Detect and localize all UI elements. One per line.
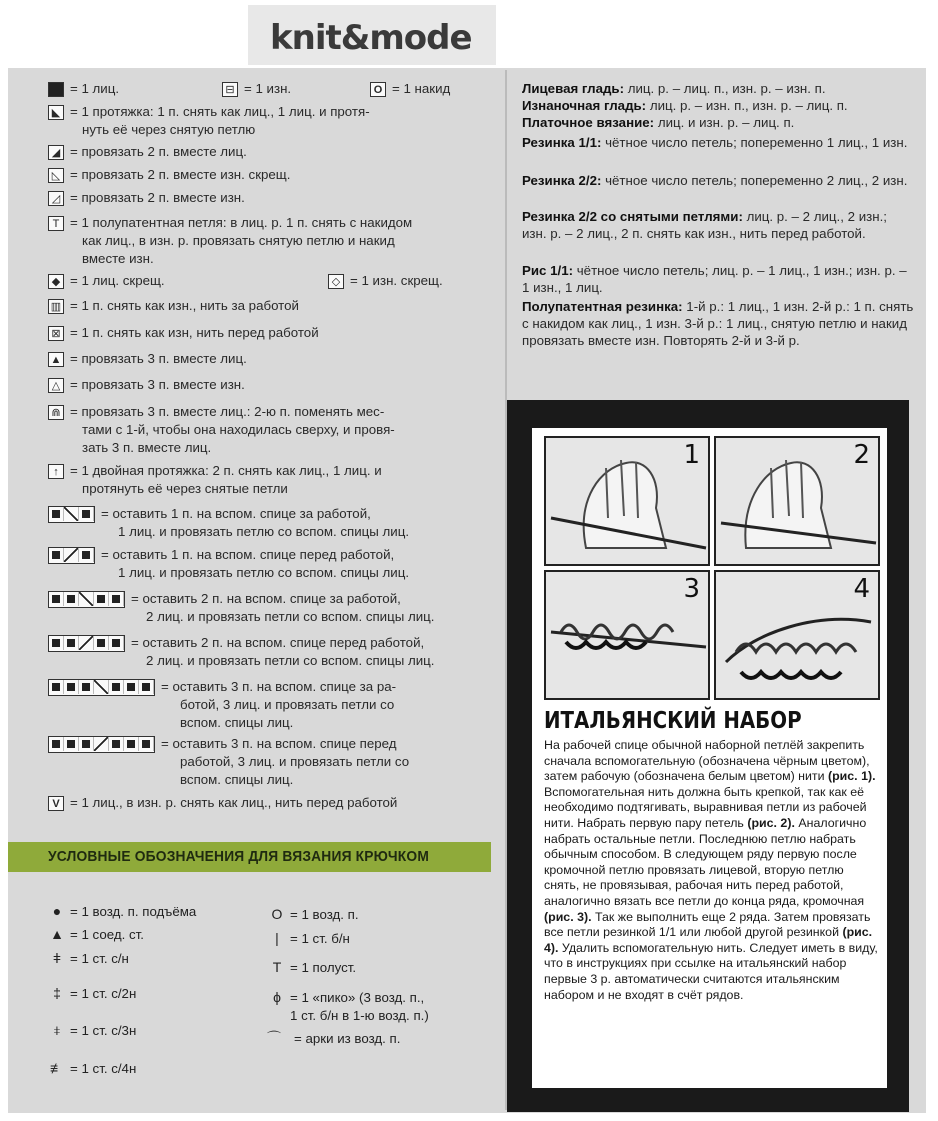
legend-item-slip-wyib: ▥ = 1 п. снять как изн., нить за работой	[48, 297, 299, 315]
crochet-item-arch: ⌒ = арки из возд. п.	[258, 1028, 400, 1048]
double-treble-icon: ⧧	[53, 1022, 61, 1038]
technique-rib-1-1: Резинка 1/1: чётное число петель; попеременно 1 лиц., 1 изн.	[522, 135, 908, 150]
crochet-item-trtr: ≢ = 1 ст. с/4н	[50, 1060, 137, 1076]
picot-icon: ϕ	[273, 989, 281, 1005]
photo-1: 1	[544, 436, 710, 566]
purl-symbol-icon: ⊟	[222, 82, 238, 97]
legend-item-double-skpo: ↑ = 1 двойная протяжка: 2 п. снять как лиц., 1 лиц. и протянуть её через снятые петли	[48, 462, 382, 498]
cable-2-back-symbol-icon	[48, 591, 125, 608]
technique-half-brioche: Полупатентная резинка: 1-й р.: 1 лиц., 1 изн. 2-й р.: 1 п. снять с накидом как лиц., 1 изн. 3-й р.: 1 лиц., снятую петлю и накид провязать вместе изн. Повторять 2-й и 3-й р.	[522, 299, 914, 348]
legend-item-purl: ⊟ = 1 изн.	[222, 80, 291, 98]
technique-rib-2-2-slipped: Резинка 2/2 со снятыми петлями: лиц. р. – 2 лиц., 2 изн.; изн. р. – 2 лиц., 2 п. снять как изн., нить перед работой.	[522, 209, 887, 241]
legend-item-k2tog: ◢ = провязать 2 п. вместе лиц.	[48, 143, 247, 161]
legend-item-p2tog: ◿ = провязать 2 п. вместе изн.	[48, 189, 245, 207]
single-crochet-icon: |	[275, 930, 279, 946]
technique-stockinette: Лицевая гладь: лиц. р. – лиц. п., изн. р. – изн. п.	[522, 81, 826, 96]
brand-logo: knit&mode	[270, 18, 472, 58]
legend-item-knit-tbl: ◆ = 1 лиц. скрещ.	[48, 272, 165, 290]
half-double-icon: T	[272, 959, 282, 975]
legend-item-k3tog-crossed: ⋒ = провязать 3 п. вместе лиц.: 2-ю п. поменять мес- тами с 1-й, чтобы она находилась сверху, и провя- зать 3 п. вместе лиц.	[48, 403, 395, 457]
crochet-title: УСЛОВНЫЕ ОБОЗНАЧЕНИЯ ДЛЯ ВЯЗАНИЯ КРЮЧКОМ	[48, 848, 430, 865]
yarn-over-symbol-icon: O	[370, 82, 386, 97]
legend-item-knit: = 1 лиц.	[48, 80, 119, 98]
slip-wyib-symbol-icon: ▥	[48, 299, 64, 314]
knit-symbol-icon	[48, 82, 64, 97]
slip-knit-symbol-icon: V	[48, 796, 64, 811]
p2tog-symbol-icon: ◿	[48, 191, 64, 206]
crochet-item-dtr: ⧧ = 1 ст. с/3н	[48, 1022, 136, 1039]
technique-garter: Платочное вязание: лиц. и изн. р. – лиц. п.	[522, 115, 795, 130]
crochet-item-chain: O = 1 возд. п.	[268, 906, 359, 922]
cable-2-front-symbol-icon	[48, 635, 125, 652]
k2tog-symbol-icon: ◢	[48, 145, 64, 160]
purl-tbl-symbol-icon: ◇	[328, 274, 344, 289]
crochet-item-picot: ϕ = 1 «пико» (3 возд. п., 1 ст. б/н в 1-ю возд. п.)	[268, 988, 429, 1025]
legend-item-yarn-over: O = 1 накид	[370, 80, 450, 98]
skpo-symbol-icon: ◣	[48, 105, 64, 120]
crochet-item-sc: | = 1 ст. б/н	[268, 930, 350, 946]
legend-item-cable-3-back: = оставить 3 п. на вспом. спице за ра- ботой, 3 лиц. и провязать петли со вспом. спицы лиц.	[48, 678, 396, 732]
legend-item-slip-wyif: ⊠ = 1 п. снять как изн, нить перед работой	[48, 324, 319, 342]
slip-wyif-symbol-icon: ⊠	[48, 326, 64, 341]
legend-item-skpo: ◣ = 1 протяжка: 1 п. снять как лиц., 1 лиц. и протя- нуть её через снятую петлю	[48, 103, 370, 139]
crochet-item-tr: ‡ = 1 ст. с/2н	[48, 985, 136, 1001]
treble-crochet-icon: ‡	[53, 985, 61, 1001]
crochet-item-hdc: T = 1 полуст.	[268, 959, 356, 975]
arch-icon: ⌒	[267, 1030, 281, 1046]
italian-body: На рабочей спице обычной наборной петлёй закрепить сначала вспомогательную (обозначена чёрным цветом), затем рабочую (обозначена белым цветом) нити (рис. 1). Вспомогательная нить должна быть крепкой, так как её необходимо подтягивать, выравнивая петли из рабочей нити. Набрать первую пару петель (рис. 2). Аналогично набрать остальные петли. Последнюю петлю набрать обычным способом. В следующем ряду первую после кромочной петлю провязать лицевой, вторую петлю снять, не провязывая, рабочая нить перед работой, аналогично вязать все петли до конца ряда, кромочная (рис. 3). Так же выполнить еще 2 ряда. Затем провязать все петли резинкой 1/1 или любой другой резинкой (рис. 4). Удалить вспомогательную нить. Следует иметь в виду, что в инструкциях при ссылке на итальянский набор первые 3 р. автоматически считаются итальянским набором и не входят в счёт рядов.	[544, 738, 878, 1002]
legend-item-k3tog: ▲ = провязать 3 п. вместе лиц.	[48, 350, 247, 368]
knit-tbl-symbol-icon: ◆	[48, 274, 64, 289]
chain-icon: O	[271, 906, 283, 922]
photo-4: 4	[714, 570, 880, 700]
crochet-item-dc: ǂ = 1 ст. с/н	[48, 950, 129, 966]
cable-1-front-symbol-icon	[48, 547, 95, 564]
crochet-item-slip-stitch: ▲ = 1 соед. ст.	[48, 926, 144, 942]
technique-rib-2-2: Резинка 2/2: чётное число петель; попеременно 2 лиц., 2 изн.	[522, 173, 908, 188]
triple-treble-icon: ≢	[50, 1060, 64, 1076]
technique-reverse-stockinette: Изнаночная гладь: лиц. р. – изн. п., изн. р. – лиц. п.	[522, 98, 848, 113]
cable-3-back-symbol-icon	[48, 679, 155, 696]
legend-item-cable-1-front: = оставить 1 п. на вспом. спице перед работой, 1 лиц. и провязать петлю со вспом. спицы лиц.	[48, 546, 409, 582]
photo-2: 2	[714, 436, 880, 566]
triangle-icon: ▲	[50, 926, 64, 942]
legend-item-p3tog: △ = провязать 3 п. вместе изн.	[48, 376, 245, 394]
italian-title: ИТАЛЬЯНСКИЙ НАБОР	[544, 708, 802, 734]
legend-item-p2tog-tbl: ◺ = провязать 2 п. вместе изн. скрещ.	[48, 166, 290, 184]
legend-item-cable-3-front: = оставить 3 п. на вспом. спице перед работой, 3 лиц. и провязать петли со вспом. спицы лиц.	[48, 735, 409, 789]
p3tog-symbol-icon: △	[48, 378, 64, 393]
legend-item-cable-2-back: = оставить 2 п. на вспом. спице за работой, 2 лиц. и провязать петли со вспом. спицы лиц.	[48, 590, 434, 626]
k3tog-crossed-symbol-icon: ⋒	[48, 405, 64, 420]
photo-3: 3	[544, 570, 710, 700]
legend-item-slip-knit: V = 1 лиц., в изн. р. снять как лиц., нить перед работой	[48, 794, 397, 812]
k3tog-symbol-icon: ▲	[48, 352, 64, 367]
legend-item-purl-tbl: ◇ = 1 изн. скрещ.	[328, 272, 443, 290]
double-crochet-icon: ǂ	[52, 950, 62, 966]
cable-3-front-symbol-icon	[48, 736, 155, 753]
legend-item-cable-2-front: = оставить 2 п. на вспом. спице перед работой, 2 лиц. и провязать петли со вспом. спицы лиц.	[48, 634, 434, 670]
filled-dot-icon: ●	[52, 903, 62, 919]
p2tog-tbl-symbol-icon: ◺	[48, 168, 64, 183]
half-brioche-symbol-icon: T	[48, 216, 64, 231]
double-skpo-symbol-icon: ↑	[48, 464, 64, 479]
crochet-item-turning-chain: ● = 1 возд. п. подъёма	[48, 903, 196, 919]
technique-seed: Рис 1/1: чётное число петель; лиц. р. – 1 лиц., 1 изн.; изн. р. – 1 изн., 1 лиц.	[522, 263, 907, 295]
legend-item-half-brioche: T = 1 полупатентная петля: в лиц. р. 1 п. снять с накидом как лиц., в изн. р. провязать снятую петлю и накид вместе изн.	[48, 214, 412, 268]
legend-item-cable-1-back: = оставить 1 п. на вспом. спице за работой, 1 лиц. и провязать петлю со вспом. спицы лиц.	[48, 505, 409, 541]
cable-1-back-symbol-icon	[48, 506, 95, 523]
